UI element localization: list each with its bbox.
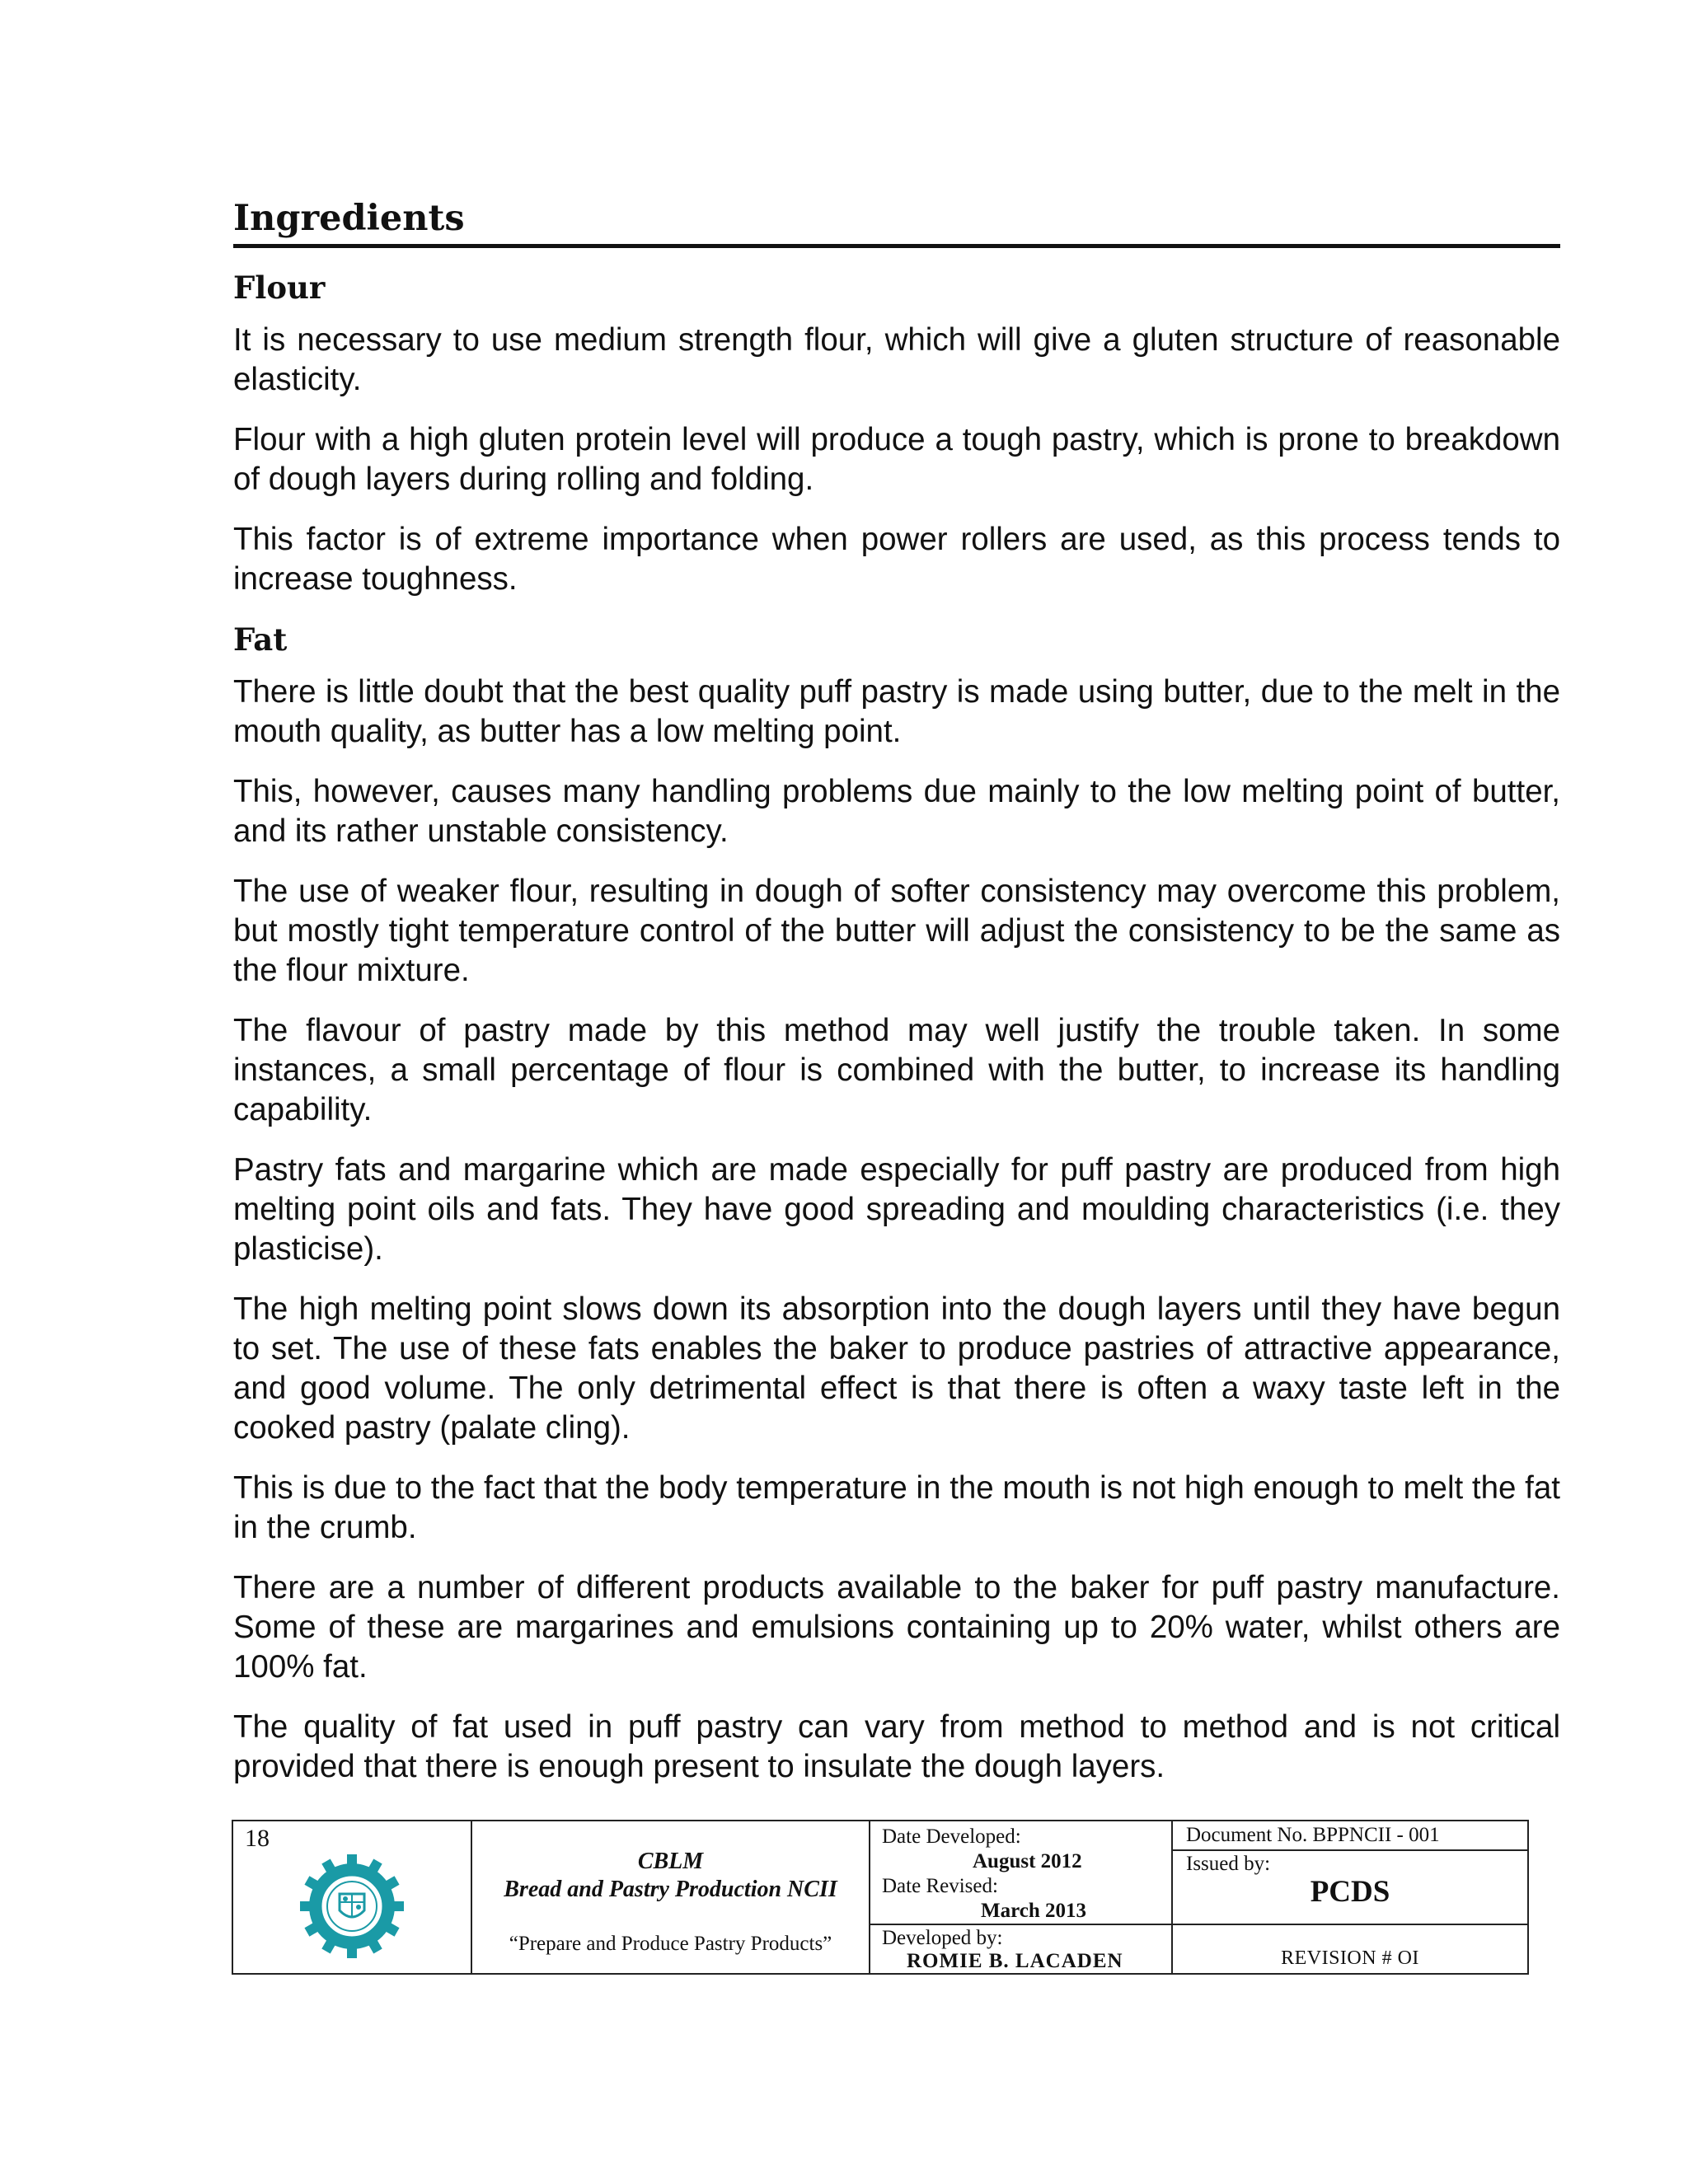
paragraph: There is little doubt that the best quality puff pastry is made using butter, due to the melt in the mouth quality, as butter has a low melting point. xyxy=(233,674,1560,749)
footer-logo-cell xyxy=(232,1821,471,1974)
paragraph: The quality of fat used in puff pastry can vary from method to method and is not critical provided that there is enough present to insulate the dough layers. xyxy=(233,1709,1560,1784)
module-title: “Prepare and Produce Pastry Products” xyxy=(509,1933,832,1955)
footer-developer-cell xyxy=(870,1924,1172,1974)
date-revised-label: Date Revised: xyxy=(882,1875,998,1897)
developed-by-label: Developed by: xyxy=(882,1927,1003,1949)
paragraph: Flour with a high gluten protein level will produce a tough pastry, which is prone to breakdown of dough layers during rolling and folding. xyxy=(233,422,1560,497)
paragraph: The use of weaker flour, resulting in dough of softer consistency may overcome this problem, but mostly tight temperature control of the butter will adjust the consistency to be the same as the flour mixture. xyxy=(233,874,1560,988)
issued-by-label: Issued by: xyxy=(1186,1853,1271,1875)
date-developed-label: Date Developed: xyxy=(882,1825,1021,1848)
page-number: 18 xyxy=(245,1825,270,1852)
college-seal-icon xyxy=(233,1853,471,1964)
section-heading-fat: Fat xyxy=(233,621,288,658)
document-footer xyxy=(232,1820,1527,1971)
issued-by-value: PCDS xyxy=(1310,1875,1390,1909)
paragraph: There are a number of different products available to the baker for puff pastry manufacture. Some of these are margarines and emulsions containing up to 20% water, whilst others are 100% fat. xyxy=(233,1570,1560,1685)
page-title: Ingredients xyxy=(233,196,1560,248)
footer-doc-cell xyxy=(1172,1821,1528,1924)
section-body-fat xyxy=(233,673,1560,1787)
paragraph: This is due to the fact that the body temperature in the mouth is not high enough to melt the fat in the crumb. xyxy=(233,1470,1560,1545)
section-body-flour xyxy=(233,321,1560,599)
section-heading-flour: Flour xyxy=(233,269,326,306)
footer-table xyxy=(232,1820,1529,1975)
revision-number: REVISION # OI xyxy=(1172,1924,1528,1974)
document-number: Document No. BPPNCII - 001 xyxy=(1173,1821,1527,1851)
footer-title-cell xyxy=(471,1821,870,1974)
date-revised-value: March 2013 xyxy=(981,1900,1086,1922)
paragraph: This, however, causes many handling problems due mainly to the low melting point of butter, and its rather unstable consistency. xyxy=(233,774,1560,849)
paragraph: This factor is of extreme importance when power rollers are used, as this process tends to increase toughness. xyxy=(233,522,1560,597)
paragraph: Pastry fats and margarine which are made especially for puff pastry are produced from high melting point oils and fats. They have good spreading and moulding characteristics (i.e. they plasticise). xyxy=(233,1152,1560,1267)
developer-name: ROMIE B. LACADEN xyxy=(907,1950,1123,1972)
cblm-label: CBLM xyxy=(637,1849,704,1874)
footer-dates-cell xyxy=(870,1821,1172,1924)
paragraph: The flavour of pastry made by this method may well justify the trouble taken. In some instances, a small percentage of flour is combined with the butter, to increase its handling capability. xyxy=(233,1013,1560,1127)
page-content xyxy=(233,196,1560,1807)
date-developed-value: August 2012 xyxy=(973,1850,1082,1872)
paragraph: The high melting point slows down its absorption into the dough layers until they have begun to set. The use of these fats enables the baker to produce pastries of attractive appearance, and good volume. The only detrimental effect is that there is often a waxy taste left in the cooked pastry (palate cling). xyxy=(233,1291,1560,1446)
paragraph: It is necessary to use medium strength flour, which will give a gluten structure of reasonable elasticity. xyxy=(233,322,1560,397)
course-title: Bread and Pastry Production NCII xyxy=(504,1877,837,1902)
